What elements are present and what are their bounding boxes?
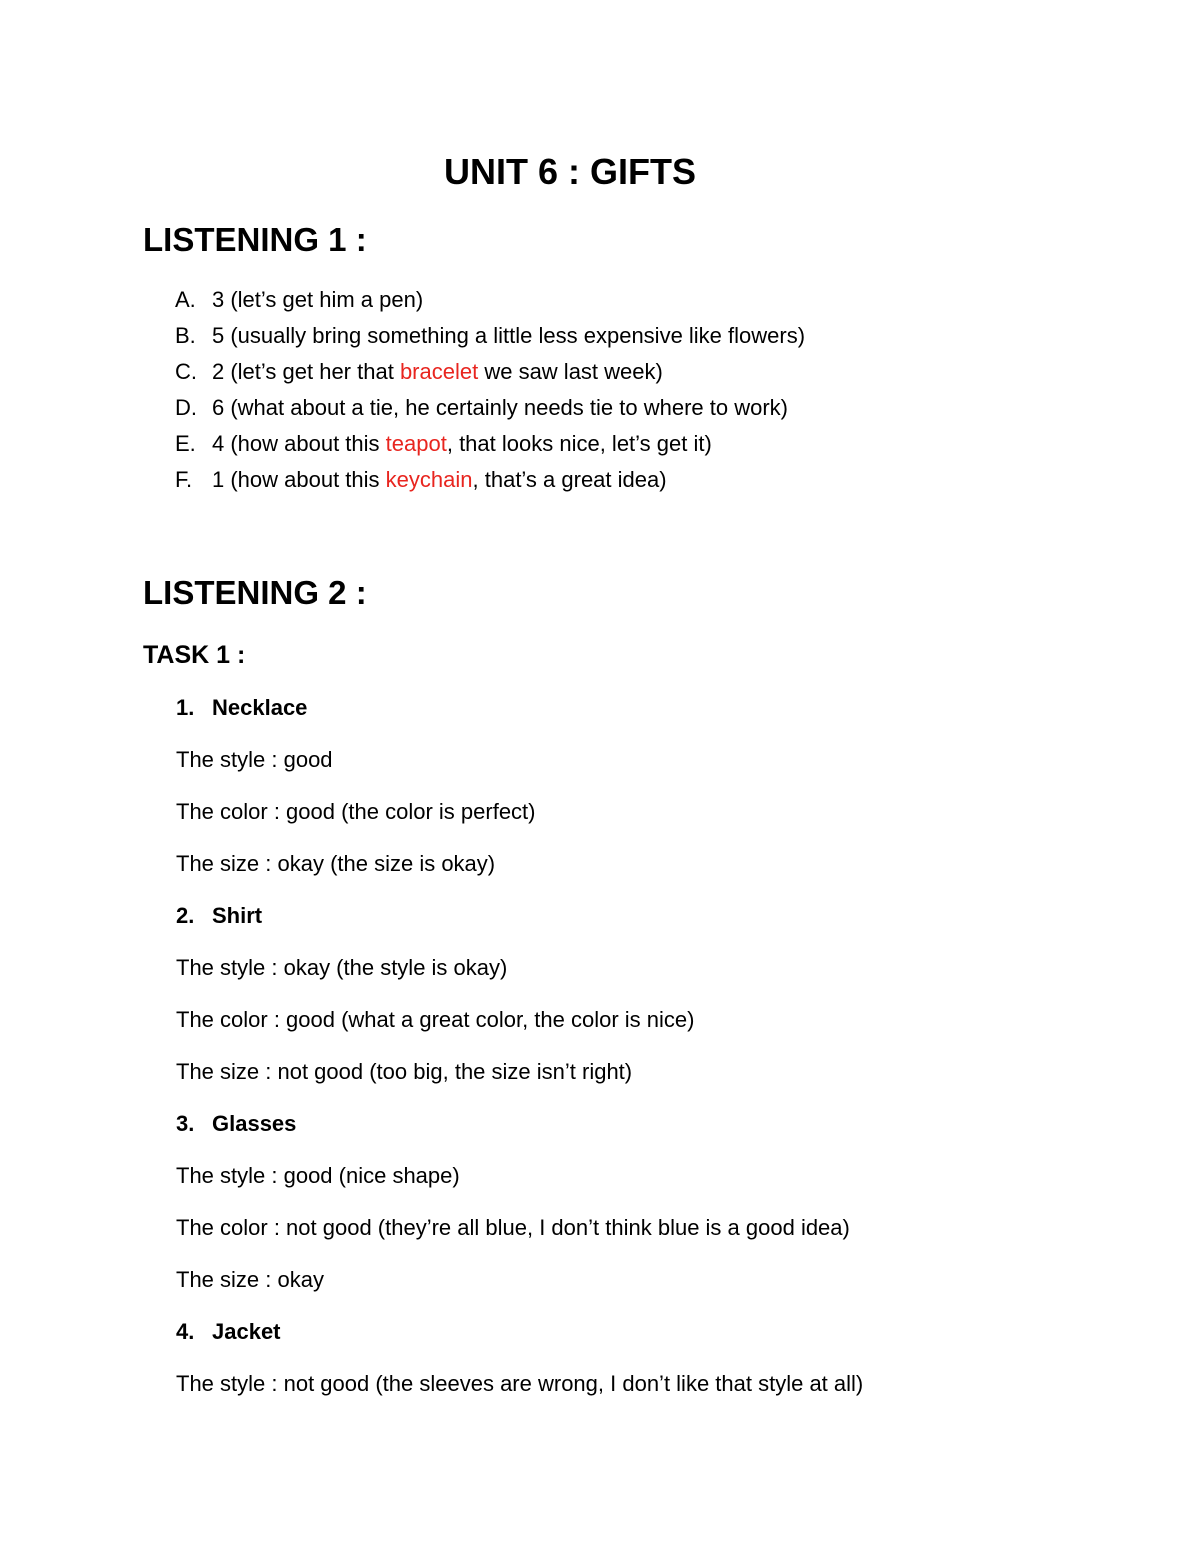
item-name: Glasses (212, 1111, 297, 1136)
list-item: D. 6 (what about a tie, he certainly needs tie to where to work) (175, 390, 805, 426)
list-marker: F. (175, 467, 193, 492)
list-marker: E. (175, 431, 196, 456)
list-item: A. 3 (let’s get him a pen) (175, 282, 805, 318)
item-heading-jacket (176, 1314, 1126, 1366)
item-number: 1. (176, 695, 195, 720)
item-number: 3. (176, 1111, 195, 1136)
list-item: E. 4 (how about this teapot, that looks nice, let’s get it) (175, 426, 805, 462)
item-name: Jacket (212, 1319, 281, 1344)
item-number: 2. (176, 903, 195, 928)
attribute-line: The color : good (the color is perfect) (176, 799, 536, 824)
item-number: 4. (176, 1319, 195, 1344)
listening-2-heading: LISTENING 2 : (143, 574, 367, 611)
list-item: F. 1 (how about this keychain, that’s a great idea) (175, 462, 805, 498)
list-item: C. 2 (let’s get her that bracelet we saw last week) (175, 354, 805, 390)
task-1-heading: TASK 1 : (143, 641, 246, 669)
attribute-line: The style : okay (the style is okay) (176, 955, 508, 980)
item-heading-shirt (176, 898, 1126, 950)
item-heading-necklace (176, 690, 1126, 742)
attribute-line: The style : good (nice shape) (176, 1163, 460, 1188)
list-marker: C. (175, 359, 197, 384)
item-name: Shirt (212, 903, 263, 928)
list-marker: A. (175, 287, 196, 312)
attribute-line: The size : not good (too big, the size isn’t right) (176, 1059, 633, 1084)
list-marker: B. (175, 323, 196, 348)
attribute-line: The color : not good (they’re all blue, I don’t think blue is a good idea) (176, 1215, 850, 1240)
highlighted-word: keychain (385, 467, 473, 492)
list-marker: D. (175, 395, 197, 420)
attribute-line: The style : not good (the sleeves are wrong, I don’t like that style at all) (176, 1371, 864, 1396)
listening-1-answer-list (175, 282, 805, 498)
attribute-line: The color : good (what a great color, the color is nice) (176, 1007, 695, 1032)
item-name: Necklace (212, 695, 308, 720)
page-title: UNIT 6 : GIFTS (444, 151, 696, 192)
task-1-items (176, 690, 1126, 1418)
highlighted-word: teapot (385, 431, 447, 456)
attribute-line: The size : okay (176, 1267, 324, 1292)
item-heading-glasses (176, 1106, 1126, 1158)
attribute-line: The size : okay (the size is okay) (176, 851, 496, 876)
attribute-line: The style : good (176, 747, 333, 772)
list-item: B. 5 (usually bring something a little less expensive like flowers) (175, 318, 805, 354)
listening-1-heading: LISTENING 1 : (143, 221, 367, 258)
highlighted-word: bracelet (399, 359, 479, 384)
